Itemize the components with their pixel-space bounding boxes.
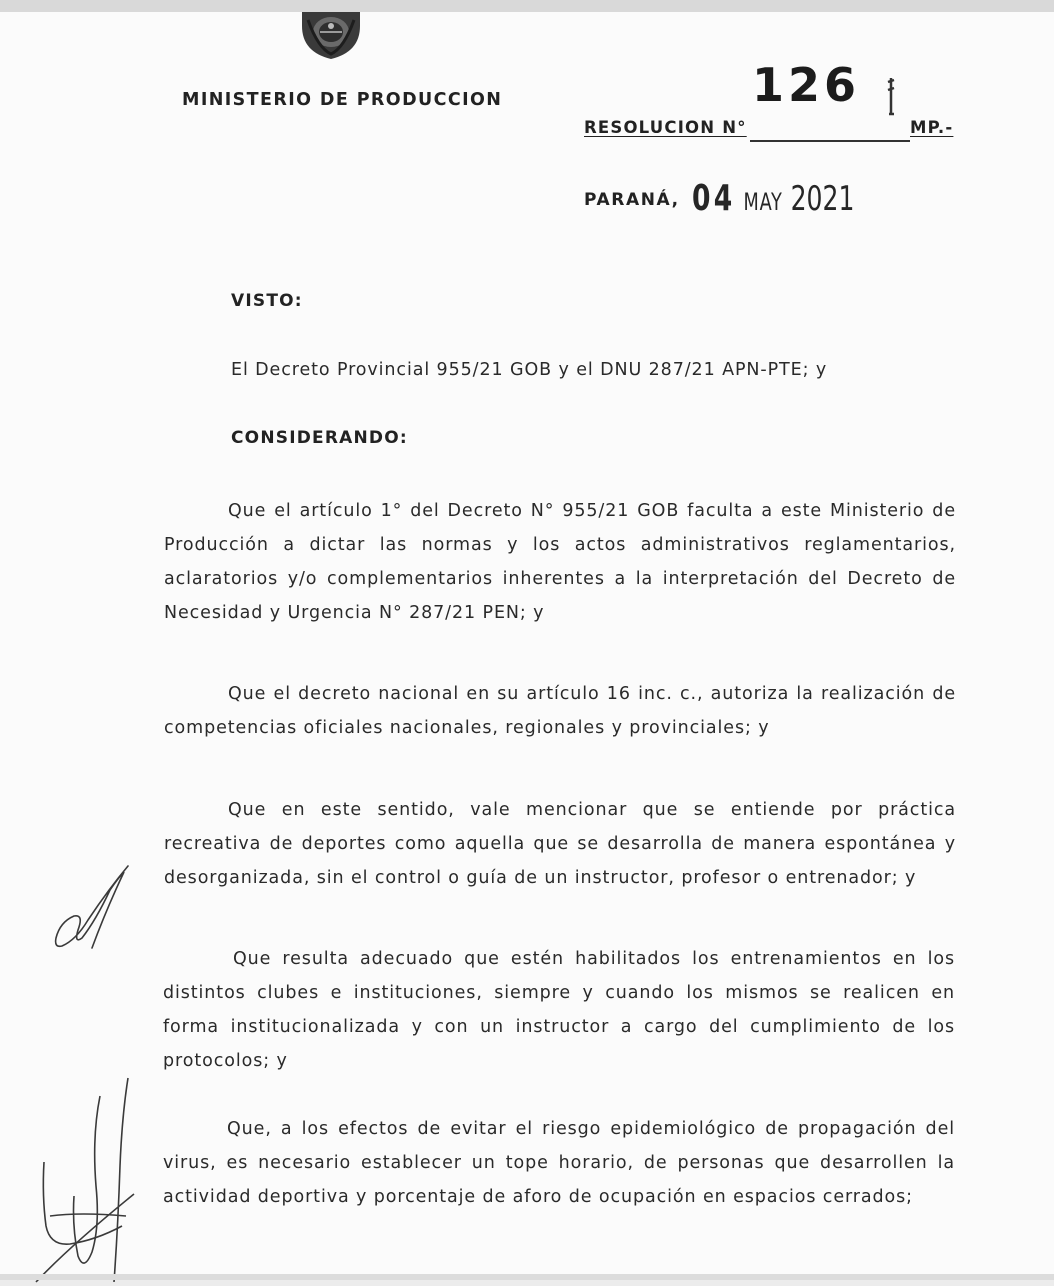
resolution-suffix: MP.- — [910, 118, 954, 137]
date-year: 2021 — [790, 179, 855, 219]
ministry-name: MINISTERIO DE PRODUCCION — [182, 90, 503, 110]
considerando-heading: CONSIDERANDO: — [231, 428, 408, 448]
resolution-number-line — [750, 140, 910, 142]
place-label: PARANÁ, — [584, 190, 680, 210]
resolution-number: 126 — [752, 58, 861, 112]
date-day: 04 — [692, 178, 736, 219]
date-stamp — [692, 178, 854, 219]
considerando-paragraph: Que, a los efectos de evitar el riesgo epidemiológico de propagación del virus, es necesario establecer un tope horario, de personas que desarrollen la actividad deportiva y porcentaje de aforo de ocupación en espacios cerrados; — [163, 1119, 955, 1207]
page-bottom-edge — [0, 1274, 1054, 1280]
resolution-label: RESOLUCION N° — [584, 118, 747, 137]
number-mark-icon — [884, 76, 898, 116]
visto-heading: VISTO: — [231, 291, 303, 311]
visto-text: El Decreto Provincial 955/21 GOB y el DNU 287/21 APN-PTE; y — [231, 360, 828, 380]
considerando-paragraph: Que en este sentido, vale mencionar que se entiende por práctica recreativa de deportes como aquella que se desarrolla de manera espontánea y desorganizada, sin el control o guía de un instructor, profesor o entrenador; y — [164, 800, 956, 888]
considerando-paragraph: Que resulta adecuado que estén habilitados los entrenamientos en los distintos clubes e instituciones, siempre y cuando los mismos se realicen en forma institucionalizada y con un instructor a cargo del cumplimiento de los protocolos; y — [163, 949, 955, 1071]
coat-of-arms-icon — [298, 12, 364, 60]
signature-icon — [30, 1076, 140, 1286]
page-top-edge — [0, 0, 1054, 12]
considerando-paragraph: Que el decreto nacional en su artículo 16 inc. c., autoriza la realización de competencias oficiales nacionales, regionales y provinciales; y — [164, 684, 956, 738]
signature-icon — [48, 860, 134, 952]
document-page — [0, 12, 1054, 1274]
considerando-paragraph: Que el artículo 1° del Decreto N° 955/21 GOB faculta a este Ministerio de Producción a dictar las normas y los actos administrativos reglamentarios, aclaratorios y/o complementarios inherentes a la interpretación del Decreto de Necesidad y Urgencia N° 287/21 PEN; y — [164, 501, 956, 623]
date-month: MAY — [743, 188, 783, 216]
